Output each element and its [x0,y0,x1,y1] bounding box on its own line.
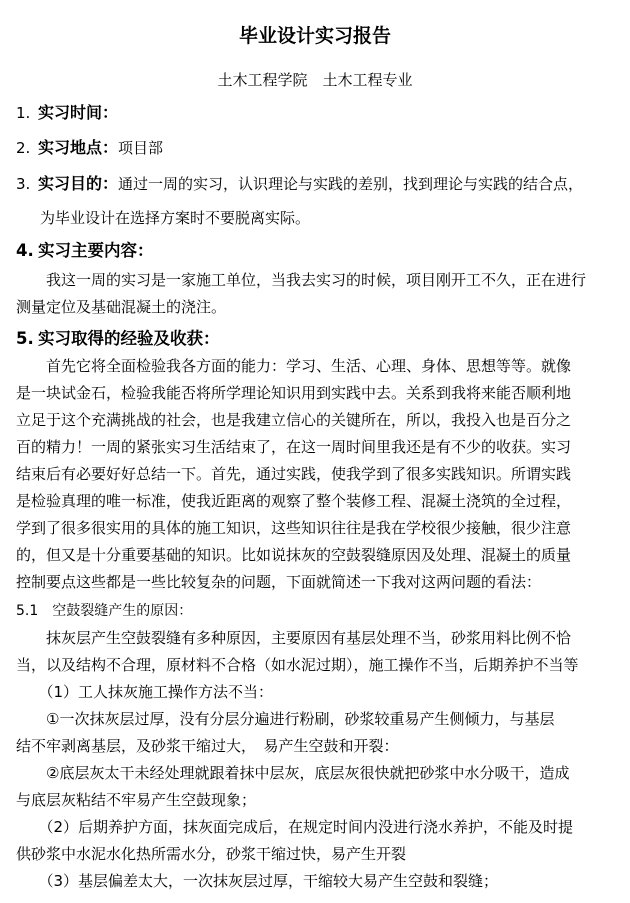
section-5-line: 是检验真理的唯一标准，使我近距离的观察了整个装修工程、混凝土浇筑的全过程， [16,492,572,510]
section-4-line: 测量定位及基础混凝土的浇注。 [16,298,227,316]
subsection-5-1-line: 结不牢剥离基层，及砂浆干缩过大， 易产生空鼓和开裂： [16,737,399,755]
subsection-5-1-line: （2）后期养护方面，抹灰面完成后，在规定时间内没进行浇水养护，不能及时提 [16,818,574,836]
section-5-label: 实习取得的经验及收获： [38,329,220,348]
subsection-5-1-line: 供砂浆中水泥水化热所需水分，砂浆干缩过快，易产生开裂 [16,845,407,863]
section-5-line: 立足于这个充满挑战的社会，也是我建立信心的关键所在，所以，我投入也是百分之 [16,411,572,429]
section-5-heading [16,329,616,349]
item-3 [16,174,616,194]
section-5-line: 的，但又是十分重要基础的知识。比如说抹灰的空鼓裂缝原因及处理、混凝土的质量 [16,546,572,564]
section-5-line: 结束后有必要好好总结一下。首先，通过实践，使我学到了很多实践知识。所谓实践 [16,465,572,483]
subsection-5-1-line: ②底层灰太干未经处理就跟着抹中层灰，底层灰很快就把砂浆中水分吸干，造成 [16,764,570,782]
document-subtitle: 土木工程学院 土木工程专业 [217,71,413,89]
subsection-5-1-line: ①一次抹灰层过厚，没有分层分遍进行粉刷，砂浆较重易产生侧倾力，与基层 [16,710,555,728]
item-2-text: 项目部 [118,139,164,157]
section-4-number: 4. [16,241,34,260]
subsection-5-1-line: （1）工人抹灰施工操作方法不当： [16,683,274,701]
item-2-number: 2. [16,139,31,157]
section-5-line: 学到了很多很实用的具体的施工知识，这些知识往往是我在学校很少接触，很少注意 [16,519,572,537]
section-4-line: 我这一周的实习是一家施工单位，当我去实习的时候，项目刚开工不久，正在进行 [16,271,587,289]
document-title: 毕业设计实习报告 [238,25,391,47]
item-2 [16,138,616,158]
section-5-line: 是一块试金石，检验我能否将所学理论知识用到实践中去。关系到我将来能否顺利地 [16,384,572,402]
subsection-5-1-line: 与底层灰粘结不牢易产生空鼓现象； [16,791,257,809]
section-5-line: 控制要点这些都是一些比较复杂的问题，下面就简述一下我对这两问题的看法： [16,573,542,591]
section-5-line: 百的精力！一周的紧张实习生活结束了，在这一周时间里我还是有不少的收获。实习 [16,438,572,456]
item-3-label: 实习目的： [38,174,119,193]
subsection-5-1-line: 当，以及结构不合理，原材料不合格（如水泥过期），施工操作不当，后期养护不当等 [16,656,579,674]
item-1 [16,103,616,123]
subsection-5-1-heading: 5.1 空鼓裂缝产生的原因： [16,603,193,619]
item-3-text: 通过一周的实习，认识理论与实践的差别，找到理论与实践的结合点， [118,175,584,193]
item-3-continuation: 为毕业设计在选择方案时不要脱离实际。 [40,209,311,227]
subsection-5-1-line: （3）基层偏差太大，一次抹灰层过厚，干缩较大易产生空鼓和裂缝； [16,872,499,890]
section-5-line: 首先它将全面检验我各方面的能力：学习、生活、心理、身体、思想等等。就像 [16,357,572,375]
section-4-label: 实习主要内容： [38,241,154,260]
section-4-heading [16,241,616,261]
subsection-5-1-line: 抹灰层产生空鼓裂缝有多种原因，主要原因有基层处理不当，砂浆用料比例不恰 [16,629,572,647]
section-5-number: 5. [16,329,34,348]
item-2-label: 实习地点： [38,138,119,157]
item-1-label: 实习时间： [38,103,119,122]
item-3-number: 3. [16,175,31,193]
item-1-number: 1. [16,104,31,122]
